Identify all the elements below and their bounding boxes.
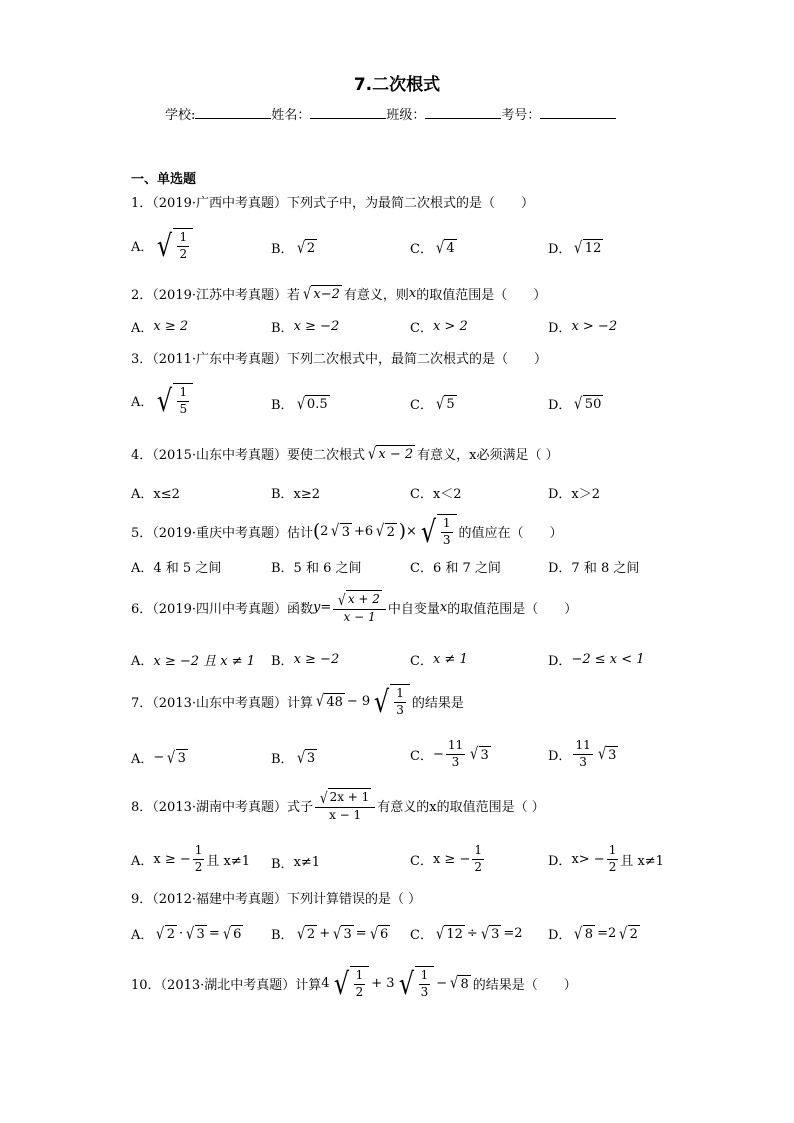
radicand: 3 — [306, 751, 316, 766]
q7-option-b — [271, 748, 319, 767]
right-paren: ) — [398, 520, 406, 542]
option-value: x≠1 — [293, 855, 321, 870]
sqrt: √ $\frac{1}{3}$ — [372, 684, 410, 718]
operator: − 9 — [346, 693, 371, 709]
option-label: B． — [271, 654, 294, 669]
denominator: 2 — [355, 984, 364, 999]
radicand: 0.5 — [306, 397, 328, 412]
option-label: A． — [131, 321, 154, 336]
option-value: x ≥ −2 — [293, 652, 340, 667]
option-value: x ≥ 2 — [153, 319, 189, 334]
sqrt: √ $\frac{1}{2}$ — [332, 966, 370, 1000]
fraction — [333, 590, 386, 626]
radicand: 48 — [326, 694, 343, 710]
option-label: B． — [271, 321, 294, 336]
radicand: 50 — [584, 397, 602, 412]
radicand: x−2 — [313, 287, 340, 302]
q4-option-b: B．x≥2 — [271, 487, 321, 502]
q1-option-b — [271, 238, 319, 257]
sqrt: √ 2 — [376, 521, 395, 541]
student-info-line — [165, 104, 616, 123]
question-7-stem — [131, 684, 464, 721]
sqrt: √ 2 — [296, 237, 316, 257]
sqrt: √ x−2 — [303, 283, 340, 303]
option-value: x ≥ −2 且 x ≠ 1 — [153, 654, 256, 669]
q7-option-a — [131, 748, 190, 767]
radicand: 3 — [341, 524, 351, 540]
option-value: x ≥ − — [153, 851, 191, 867]
stem-text: 10．（2013·湖北中考真题）计算 — [131, 977, 322, 993]
stem-text: 的值应在（ ） — [458, 525, 563, 541]
stem-text: 8．（2013·湖南中考真题）式子 — [131, 800, 313, 816]
numerator: 1 — [177, 230, 189, 247]
question-6-stem — [131, 590, 577, 626]
school-label: 学校: — [165, 108, 196, 123]
stem-text: 有意义，x必须满足（ ） — [417, 448, 559, 463]
sqrt: √ 3 — [480, 923, 500, 943]
name-label: 姓名： — [271, 108, 311, 123]
sqrt: √ 6 — [369, 923, 389, 943]
operator: =2 — [597, 926, 617, 941]
radicand: 8 — [584, 927, 594, 942]
sqrt: √ 3 — [470, 744, 489, 764]
left-paren: ( — [313, 520, 321, 542]
option-label: B． — [271, 857, 294, 872]
option-value: −2 ≤ x < 1 — [571, 652, 645, 667]
q5-option-c: C．6 和 7 之间 — [410, 561, 501, 576]
denominator: 2 — [474, 859, 482, 874]
numerator: 1 — [354, 968, 366, 985]
q2-option-b — [271, 317, 339, 336]
option-label: C． — [410, 654, 433, 669]
q6-option-d — [548, 650, 645, 669]
sqrt: √ 3 — [167, 747, 186, 767]
sqrt: √ 50 — [574, 393, 602, 413]
page-title: 7.二次根式 — [353, 75, 441, 95]
radicand: 2 — [386, 524, 395, 540]
sqrt: √ 5 — [435, 393, 455, 413]
question-3-stem: 3．（2011·广东中考真题）下列二次根式中，最简二次根式的是（ ） — [131, 352, 547, 367]
q6-option-a — [131, 650, 255, 669]
q5-option-a: A．4 和 5 之间 — [131, 561, 222, 576]
operator: · — [179, 926, 184, 941]
sqrt: √ 48 — [316, 691, 343, 711]
sqrt: √ 8 — [574, 923, 594, 943]
q1-option-d — [548, 238, 605, 257]
option-label: D． — [548, 748, 572, 764]
sqrt: √ 8 — [450, 973, 469, 993]
denominator: 3 — [396, 702, 404, 717]
sqrt: √ 6 — [222, 923, 242, 943]
denominator: 2 — [608, 859, 617, 874]
option-label: A． — [131, 853, 154, 869]
q3-option-c — [410, 394, 459, 413]
denominator: 3 — [420, 984, 429, 999]
question-8-stem — [131, 788, 545, 824]
denominator: 3 — [451, 754, 460, 769]
option-label: D． — [548, 321, 572, 336]
variable: x — [439, 600, 448, 616]
q6-option-b — [271, 650, 339, 669]
q7-option-d — [548, 738, 620, 770]
radicand: 5 — [446, 397, 455, 412]
stem-text: 2．（2019·江苏中考真题）若 — [131, 288, 300, 303]
coefficient: 2 — [320, 523, 329, 539]
operator: =2 — [503, 926, 523, 941]
option-label: D． — [548, 928, 572, 943]
question-1-stem: 1．（2019·广西中考真题）下列式子中，为最简二次根式的是（ ） — [131, 196, 534, 211]
stem-text: 6．（2019·四川中考真题）函数 — [131, 602, 313, 618]
fraction — [315, 788, 375, 824]
function-name: y= — [313, 600, 332, 616]
numerator: 1 — [394, 686, 406, 703]
question-2-stem — [131, 284, 546, 303]
sqrt: √ x − 2 — [368, 443, 414, 463]
sqrt: √ 12 — [435, 923, 463, 943]
question-4-stem — [131, 444, 559, 463]
option-label: B． — [271, 752, 294, 767]
sqrt: √ 2 — [296, 923, 316, 943]
q8-option-a — [131, 843, 250, 875]
option-value: x ≥ − — [432, 851, 471, 867]
radicand: 12 — [446, 927, 463, 942]
numerator: 1 — [607, 843, 619, 860]
radicand: 8 — [460, 976, 469, 992]
q4-option-d: D．x＞2 — [548, 487, 601, 502]
class-blank[interactable] — [425, 106, 501, 119]
radicand: 3 — [177, 751, 186, 766]
denominator: x − 1 — [343, 610, 376, 625]
section-heading: 一、单选题 — [131, 172, 197, 187]
radicand: 2 — [306, 927, 316, 942]
operator: + — [319, 926, 331, 941]
option-label: B． — [271, 242, 294, 257]
option-label: B． — [271, 928, 294, 943]
radicand: 2x + 1 — [329, 790, 370, 804]
stem-text: 的结果是 — [411, 695, 464, 711]
school-blank[interactable] — [195, 106, 271, 119]
radicand: 3 — [196, 927, 205, 942]
operator: +6 — [354, 523, 374, 539]
coefficient: 4 — [321, 975, 330, 991]
denominator: 3 — [442, 532, 451, 547]
sqrt: √ x + 2 — [338, 590, 380, 609]
radicand: 3 — [343, 927, 352, 942]
q1-option-a — [131, 228, 195, 265]
numerator: 1 — [193, 843, 205, 860]
option-value: x > 2 — [432, 319, 468, 334]
q4-option-a: A．x≤2 — [131, 487, 180, 502]
q3-option-b — [271, 394, 332, 413]
numerator: 1 — [472, 843, 484, 860]
option-label: B． — [271, 398, 294, 413]
question-9-stem: 9．（2012·福建中考真题）下列计算错误的是（ ） — [131, 892, 422, 907]
fraction — [446, 738, 465, 770]
question-10-stem — [131, 966, 577, 1003]
q9-option-a — [131, 924, 245, 943]
stem-text: 的结果是（ ） — [472, 977, 577, 993]
option-label: C． — [410, 242, 433, 257]
sqrt: √ $\frac{1}{3}$ — [397, 966, 435, 1000]
numerator: 1 — [419, 968, 431, 985]
sqrt: √ 12 — [574, 237, 602, 257]
stem-text: 的取值范围是（ ） — [416, 288, 547, 303]
q8-option-d — [548, 843, 664, 875]
radicand: x + 2 — [347, 592, 380, 606]
stem-text: 有意义，则 — [343, 288, 409, 303]
option-label: D． — [548, 398, 572, 413]
fraction — [193, 843, 205, 875]
radicand: 2 — [306, 241, 316, 256]
radicand: 2 — [629, 927, 638, 942]
option-label: C． — [410, 928, 433, 943]
sqrt: √ 2 — [156, 923, 176, 943]
radicand: 6 — [233, 927, 242, 942]
radicand: 3 — [491, 927, 500, 942]
operator: × — [405, 523, 417, 539]
radicand: 3 — [608, 747, 617, 763]
operator: − — [436, 975, 448, 991]
denominator: 5 — [179, 401, 188, 416]
q9-option-c — [410, 924, 523, 943]
option-label: A． — [131, 239, 154, 255]
option-label: C． — [410, 853, 433, 869]
fraction — [573, 738, 592, 770]
option-value: 且 x≠1 — [206, 853, 251, 869]
q4-option-c: C．x＜2 — [410, 487, 462, 502]
q2-option-c — [410, 317, 468, 336]
option-label: D． — [548, 654, 572, 669]
stem-text: 的取值范围是（ ） — [447, 602, 578, 618]
option-label: A． — [131, 654, 154, 669]
option-value: x> − — [571, 851, 605, 867]
q8-option-b — [271, 853, 320, 872]
variable: x — [408, 286, 417, 301]
operator: = — [208, 926, 220, 941]
fraction — [472, 843, 484, 875]
radicand: 6 — [380, 927, 389, 942]
option-value: 且 x≠1 — [620, 853, 664, 869]
q3-option-d — [548, 394, 605, 413]
operator: ÷ — [466, 926, 478, 941]
sign: − — [432, 746, 444, 762]
option-label: C． — [410, 398, 433, 413]
q3-option-a — [131, 383, 195, 420]
radicand: 12 — [584, 241, 602, 256]
radicand: 3 — [480, 747, 489, 763]
sqrt: √ $\frac{1}{5}$ — [155, 383, 193, 417]
option-label: A． — [131, 928, 154, 943]
q1-option-c — [410, 238, 459, 257]
stem-text: 中自变量 — [387, 602, 440, 618]
sqrt: √ 3 — [333, 923, 352, 943]
stem-text: 4．（2015·山东中考真题）要使二次根式 — [131, 448, 365, 463]
sqrt: √ 3 — [597, 744, 617, 764]
sqrt: √ $\frac{1}{3}$ — [419, 514, 457, 548]
q8-option-c — [410, 843, 486, 875]
radicand: 4 — [446, 241, 455, 256]
option-label: C． — [410, 321, 433, 336]
numerator: 11 — [573, 738, 592, 755]
sqrt: √ 3 — [296, 747, 316, 767]
sqrt: √ $\frac{1}{2}$ — [155, 228, 193, 262]
sqrt: √ 0.5 — [296, 393, 328, 413]
sqrt: √ 3 — [331, 521, 351, 541]
option-value: x ≠ 1 — [432, 652, 468, 667]
operator: = — [355, 926, 367, 941]
q9-option-b — [271, 924, 392, 943]
numerator: 11 — [446, 738, 465, 755]
denominator: x − 1 — [329, 808, 362, 823]
class-label: 班级： — [386, 108, 426, 123]
radicand: x − 2 — [378, 447, 414, 462]
question-5-stem — [131, 514, 563, 551]
q9-option-d — [548, 924, 642, 943]
option-label: D． — [548, 242, 572, 257]
q2-option-a — [131, 317, 188, 336]
q5-option-b: B．5 和 6 之间 — [271, 561, 362, 576]
sqrt: √ 3 — [186, 923, 205, 943]
stem-text: 7．（2013·山东中考真题）计算 — [131, 695, 313, 711]
number-label: 考号： — [501, 108, 541, 123]
sqrt: √ 4 — [435, 237, 455, 257]
q7-option-c — [410, 738, 493, 770]
option-label: A． — [131, 394, 154, 410]
denominator: 2 — [194, 859, 203, 874]
sqrt: √ 2 — [619, 923, 638, 943]
option-value: x > −2 — [571, 319, 618, 334]
sqrt: √ 2x + 1 — [319, 788, 370, 807]
numerator: 1 — [177, 385, 189, 402]
option-label: A． — [131, 752, 154, 767]
stem-text: 有意义的x的取值范围是（ ） — [377, 800, 545, 816]
option-label: C． — [410, 748, 433, 764]
stem-text: 5．（2019·重庆中考真题）估计 — [131, 525, 313, 541]
option-value: x ≥ −2 — [293, 319, 340, 334]
operator: + 3 — [371, 975, 395, 991]
denominator: 2 — [179, 246, 188, 261]
q5-option-d: D．7 和 8 之间 — [548, 561, 640, 576]
fraction — [607, 843, 619, 875]
radicand: 2 — [166, 927, 176, 942]
sign: − — [153, 750, 165, 765]
name-blank[interactable] — [310, 106, 386, 119]
numerator: 1 — [441, 516, 453, 533]
number-blank[interactable] — [540, 106, 616, 119]
q2-option-d — [548, 317, 617, 336]
denominator: 3 — [579, 754, 587, 769]
option-label: D． — [548, 853, 572, 869]
q6-option-c — [410, 650, 468, 669]
